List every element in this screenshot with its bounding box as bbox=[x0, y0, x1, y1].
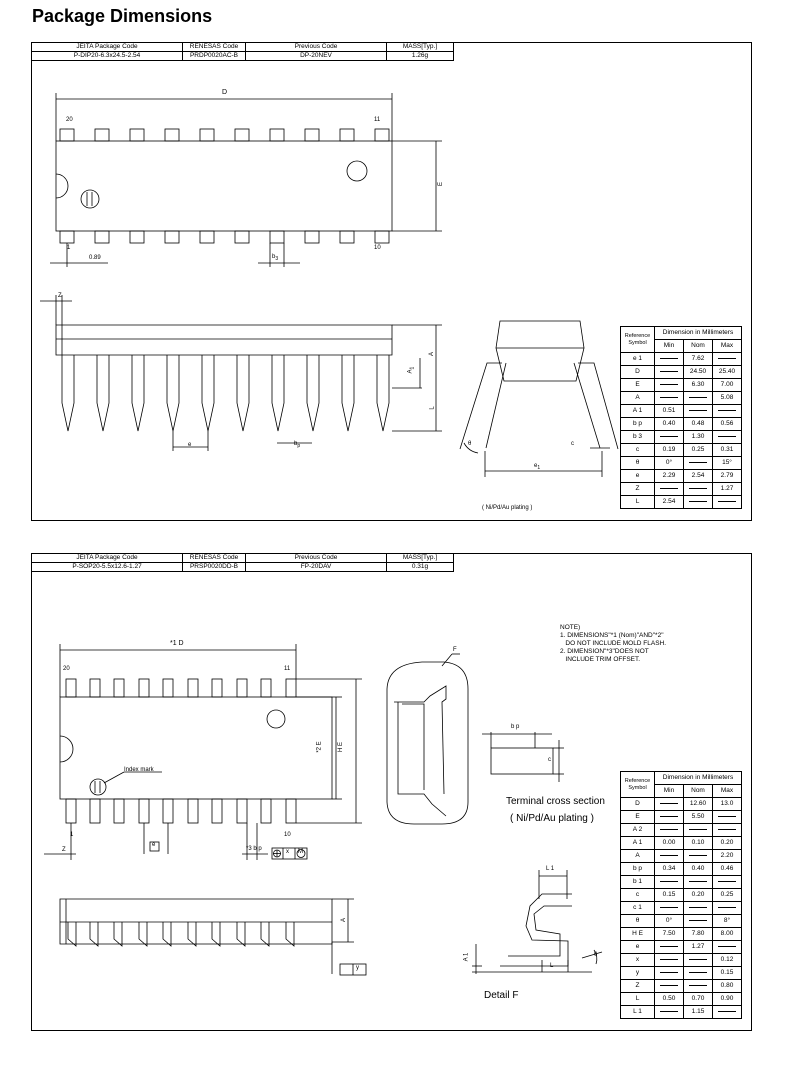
cell-max: 2.79 bbox=[713, 470, 742, 483]
dim-label-089: 0.89 bbox=[89, 255, 101, 261]
cell-min bbox=[655, 967, 684, 980]
dash-mark bbox=[660, 436, 678, 437]
package-sop20-frame bbox=[31, 553, 752, 1031]
table-row bbox=[621, 811, 742, 824]
detail-f-label: Detail F bbox=[484, 990, 519, 1001]
header-col-jeita: JEITA Package Code bbox=[32, 43, 183, 52]
cell-nom: 2.54 bbox=[684, 470, 713, 483]
dip-body-side bbox=[56, 325, 392, 355]
dash-mark bbox=[689, 972, 707, 973]
cell-sym: E bbox=[621, 379, 655, 392]
cell-max: 0.20 bbox=[713, 837, 742, 850]
dash-mark bbox=[689, 985, 707, 986]
sop-end-view bbox=[387, 662, 468, 824]
dash-mark bbox=[660, 829, 678, 830]
cell-min: 2.54 bbox=[655, 496, 684, 509]
dash-mark bbox=[718, 907, 736, 908]
cell-nom bbox=[684, 824, 713, 837]
cell-sym: D bbox=[621, 798, 655, 811]
package-note: NOTE) 1. DIMENSIONS"*1 (Nom)"AND"*2" DO NOT INCLUDE MOLD FLASH. 2. DIMENSION"*3"DOES NOT INCLUDE TRIM OFFSET. bbox=[560, 624, 667, 663]
cell-sym: b p bbox=[621, 418, 655, 431]
cell-max: 0.31 bbox=[713, 444, 742, 457]
cell-nom: 0.70 bbox=[684, 993, 713, 1006]
cell-nom: 1.27 bbox=[684, 941, 713, 954]
dim-label-L1: L 1 bbox=[546, 866, 555, 872]
dash-mark bbox=[718, 436, 736, 437]
dash-mark bbox=[689, 397, 707, 398]
cell-nom bbox=[684, 496, 713, 509]
table-row bbox=[621, 483, 742, 496]
cell-sym: c 1 bbox=[621, 902, 655, 915]
table-row bbox=[621, 496, 742, 509]
dip-body-top bbox=[56, 141, 392, 231]
terminal-cross-section bbox=[491, 748, 553, 774]
cell-max: 25.40 bbox=[713, 366, 742, 379]
cell-min bbox=[655, 980, 684, 993]
cell-nom bbox=[684, 902, 713, 915]
dash-mark bbox=[718, 358, 736, 359]
dash-mark bbox=[689, 920, 707, 921]
header-val-jeita: P-SOP20-5.5x12.6-1.27 bbox=[32, 563, 183, 572]
table-row bbox=[621, 993, 742, 1006]
cell-max: 0.90 bbox=[713, 993, 742, 1006]
cell-sym: E bbox=[621, 811, 655, 824]
cell-max: 0.12 bbox=[713, 954, 742, 967]
dim-label-L: L bbox=[429, 406, 436, 410]
cell-min: 0.19 bbox=[655, 444, 684, 457]
cell-max: 7.00 bbox=[713, 379, 742, 392]
cell-nom: 7.80 bbox=[684, 928, 713, 941]
cell-max bbox=[713, 902, 742, 915]
header-col-renesas: RENESAS Code bbox=[183, 554, 246, 563]
cell-sym: L bbox=[621, 993, 655, 1006]
cell-min: 0.40 bbox=[655, 418, 684, 431]
cell-sym: b 1 bbox=[621, 876, 655, 889]
dash-mark bbox=[689, 462, 707, 463]
pin-10-label: 10 bbox=[374, 245, 381, 251]
table-row bbox=[621, 915, 742, 928]
header-val-jeita: P-DIP20-6.3x24.5-2.54 bbox=[32, 52, 183, 61]
table-row bbox=[621, 850, 742, 863]
dimension-table-dip bbox=[620, 326, 742, 509]
cell-nom bbox=[684, 954, 713, 967]
dash-mark bbox=[660, 1011, 678, 1012]
pin-20-label: 20 bbox=[66, 117, 73, 123]
table-row bbox=[621, 928, 742, 941]
table-row bbox=[621, 366, 742, 379]
cell-max: 1.27 bbox=[713, 483, 742, 496]
terminal-cross-section-label: Terminal cross section bbox=[506, 796, 605, 807]
dash-mark bbox=[718, 881, 736, 882]
cell-min bbox=[655, 954, 684, 967]
cell-min: 7.50 bbox=[655, 928, 684, 941]
dash-mark bbox=[718, 816, 736, 817]
table-row bbox=[621, 444, 742, 457]
dim-label-E: E bbox=[438, 181, 445, 187]
cell-min bbox=[655, 902, 684, 915]
cell-nom bbox=[684, 850, 713, 863]
table-row bbox=[621, 837, 742, 850]
cell-max: 0.25 bbox=[713, 889, 742, 902]
cell-sym: c bbox=[621, 889, 655, 902]
dim-label-L: L bbox=[550, 963, 554, 969]
table-row bbox=[621, 954, 742, 967]
cell-min bbox=[655, 850, 684, 863]
page-title: Package Dimensions bbox=[32, 6, 213, 26]
dash-mark bbox=[660, 816, 678, 817]
cell-nom: 1.15 bbox=[684, 1006, 713, 1019]
cell-nom: 5.50 bbox=[684, 811, 713, 824]
cell-sym: D bbox=[621, 366, 655, 379]
dim-label-theta: θ bbox=[594, 952, 598, 958]
table-row bbox=[621, 1006, 742, 1019]
col-max: Max bbox=[713, 785, 742, 798]
dim-label-bp-cross: b p bbox=[511, 724, 520, 730]
cell-nom: 12.60 bbox=[684, 798, 713, 811]
dash-mark bbox=[689, 855, 707, 856]
dash-mark bbox=[660, 946, 678, 947]
dim-label-Z: Z bbox=[58, 293, 62, 299]
cell-max bbox=[713, 876, 742, 889]
cell-sym: b p bbox=[621, 863, 655, 876]
dash-mark bbox=[689, 881, 707, 882]
cell-min bbox=[655, 379, 684, 392]
header-col-mass: MASS[Typ.] bbox=[387, 554, 454, 563]
table-row bbox=[621, 392, 742, 405]
dim-label-b3: $b_3$ bbox=[272, 254, 279, 263]
dim-label-e: e bbox=[188, 442, 192, 448]
pin-1-label: 1 bbox=[67, 245, 71, 251]
cell-nom bbox=[684, 967, 713, 980]
dip-notch bbox=[56, 174, 68, 198]
cell-sym: L bbox=[621, 496, 655, 509]
cell-min bbox=[655, 811, 684, 824]
detail-label-F: F bbox=[453, 647, 457, 653]
dash-mark bbox=[660, 972, 678, 973]
table-row bbox=[621, 889, 742, 902]
cell-min: 0.50 bbox=[655, 993, 684, 1006]
pin-11-label: 11 bbox=[284, 666, 291, 672]
table-row bbox=[621, 431, 742, 444]
cell-sym: c bbox=[621, 444, 655, 457]
index-mark-label: Index mark bbox=[124, 767, 154, 773]
cell-sym: e bbox=[621, 470, 655, 483]
cell-sym: e bbox=[621, 941, 655, 954]
cell-min: 0° bbox=[655, 915, 684, 928]
package-dip20-frame bbox=[31, 42, 752, 521]
dim-label-Z: Z bbox=[62, 847, 66, 853]
table-ref-header: Reference Symbol bbox=[621, 327, 655, 353]
cell-nom bbox=[684, 483, 713, 496]
cell-sym: θ bbox=[621, 457, 655, 470]
cell-sym: x bbox=[621, 954, 655, 967]
table-ref-header: Reference Symbol bbox=[621, 772, 655, 798]
cell-max: 8° bbox=[713, 915, 742, 928]
cell-max bbox=[713, 824, 742, 837]
cell-min: 0° bbox=[655, 457, 684, 470]
tolerance-x: x bbox=[286, 849, 289, 855]
cell-nom: 24.50 bbox=[684, 366, 713, 379]
header-val-renesas: PRSP0020DD-B bbox=[183, 563, 246, 572]
dash-mark bbox=[660, 488, 678, 489]
dim-label-A: A bbox=[341, 917, 348, 923]
cell-max: 8.00 bbox=[713, 928, 742, 941]
cell-max: 5.08 bbox=[713, 392, 742, 405]
cell-sym: A bbox=[621, 392, 655, 405]
cell-nom bbox=[684, 405, 713, 418]
cell-min bbox=[655, 941, 684, 954]
col-max: Max bbox=[713, 340, 742, 353]
dash-mark bbox=[660, 985, 678, 986]
col-min: Min bbox=[655, 340, 684, 353]
cell-sym: y bbox=[621, 967, 655, 980]
pin-10-label: 10 bbox=[284, 832, 291, 838]
dash-mark bbox=[689, 829, 707, 830]
table-row bbox=[621, 863, 742, 876]
plating-note: ( Ni/Pd/Au plating ) bbox=[482, 505, 533, 511]
cell-min bbox=[655, 431, 684, 444]
header-col-jeita: JEITA Package Code bbox=[32, 554, 183, 563]
cell-nom: 1.30 bbox=[684, 431, 713, 444]
cell-nom bbox=[684, 980, 713, 993]
cell-max bbox=[713, 353, 742, 366]
pin-20-label: 20 bbox=[63, 666, 70, 672]
dimension-table-sop bbox=[620, 771, 742, 1019]
dash-mark bbox=[718, 829, 736, 830]
dash-mark bbox=[718, 1011, 736, 1012]
tolerance-y: y bbox=[356, 965, 359, 971]
pin-11-label: 11 bbox=[374, 117, 381, 123]
cell-min bbox=[655, 366, 684, 379]
dash-mark bbox=[660, 907, 678, 908]
cell-sym: b 3 bbox=[621, 431, 655, 444]
table-row bbox=[621, 798, 742, 811]
cell-max: 0.15 bbox=[713, 967, 742, 980]
header-col-renesas: RENESAS Code bbox=[183, 43, 246, 52]
dim-label-HE: H E bbox=[338, 741, 345, 753]
cell-max bbox=[713, 941, 742, 954]
dash-mark bbox=[660, 384, 678, 385]
cell-nom: 0.25 bbox=[684, 444, 713, 457]
cell-sym: Z bbox=[621, 483, 655, 496]
table-row bbox=[621, 876, 742, 889]
dim-label-A1: A 1 bbox=[463, 952, 470, 962]
dim-label-bp: $b_p$ bbox=[294, 441, 301, 450]
table-row bbox=[621, 457, 742, 470]
header-val-previous: FP-20DAV bbox=[246, 563, 387, 572]
col-nom: Nom bbox=[684, 340, 713, 353]
cell-nom: 0.10 bbox=[684, 837, 713, 850]
cell-min: 2.29 bbox=[655, 470, 684, 483]
dash-mark bbox=[689, 410, 707, 411]
table-row bbox=[621, 418, 742, 431]
header-val-renesas: PRDP0020AC-B bbox=[183, 52, 246, 61]
dim-label-e: e bbox=[152, 842, 156, 848]
pin-1-label: 1 bbox=[70, 832, 74, 838]
header-col-previous: Previous Code bbox=[246, 554, 387, 563]
table-title: Dimension in Millimeters bbox=[655, 772, 742, 785]
dip-body-end bbox=[496, 321, 584, 381]
cell-max: 0.46 bbox=[713, 863, 742, 876]
cell-nom bbox=[684, 457, 713, 470]
cell-max bbox=[713, 405, 742, 418]
cell-min bbox=[655, 392, 684, 405]
dim-label-A1: $A_1$ bbox=[407, 366, 416, 374]
cell-max: 15° bbox=[713, 457, 742, 470]
cell-min: 0.34 bbox=[655, 863, 684, 876]
cell-max: 0.80 bbox=[713, 980, 742, 993]
table-row bbox=[621, 980, 742, 993]
tolerance-M: M bbox=[298, 849, 303, 855]
dash-mark bbox=[689, 907, 707, 908]
table-row bbox=[621, 824, 742, 837]
cell-sym: A bbox=[621, 850, 655, 863]
table-row bbox=[621, 405, 742, 418]
cell-sym: L 1 bbox=[621, 1006, 655, 1019]
table-row bbox=[621, 941, 742, 954]
cell-min: 0.51 bbox=[655, 405, 684, 418]
cell-max: 0.56 bbox=[713, 418, 742, 431]
cell-max bbox=[713, 1006, 742, 1019]
dim-label-c: c bbox=[571, 441, 574, 447]
col-min: Min bbox=[655, 785, 684, 798]
dash-mark bbox=[660, 397, 678, 398]
header-val-mass: 1.26g bbox=[387, 52, 454, 61]
dash-mark bbox=[689, 959, 707, 960]
dim-label-bp: *3 b p bbox=[246, 846, 262, 852]
cell-nom: 7.62 bbox=[684, 353, 713, 366]
header-val-previous: DP-20NEV bbox=[246, 52, 387, 61]
cell-min bbox=[655, 876, 684, 889]
table-row bbox=[621, 967, 742, 980]
cell-max bbox=[713, 431, 742, 444]
cell-nom: 6.30 bbox=[684, 379, 713, 392]
cell-min bbox=[655, 483, 684, 496]
dash-mark bbox=[660, 358, 678, 359]
table-row bbox=[621, 379, 742, 392]
dash-mark bbox=[660, 959, 678, 960]
dim-label-c: c bbox=[548, 757, 551, 763]
header-val-mass: 0.31g bbox=[387, 563, 454, 572]
cell-min bbox=[655, 824, 684, 837]
sop-body-top bbox=[60, 697, 332, 799]
cell-nom: 0.48 bbox=[684, 418, 713, 431]
dash-mark bbox=[689, 488, 707, 489]
cell-nom bbox=[684, 876, 713, 889]
cell-sym: A 2 bbox=[621, 824, 655, 837]
dim-label-A: A bbox=[429, 351, 436, 357]
dim-label-D: *1 D bbox=[170, 640, 184, 647]
cell-min: 0.15 bbox=[655, 889, 684, 902]
dash-mark bbox=[718, 501, 736, 502]
cell-sym: H E bbox=[621, 928, 655, 941]
plating-note: ( Ni/Pd/Au plating ) bbox=[510, 813, 594, 824]
table-title: Dimension in Millimeters bbox=[655, 327, 742, 340]
cell-max bbox=[713, 496, 742, 509]
dim-label-D: D bbox=[222, 89, 228, 96]
cell-min bbox=[655, 798, 684, 811]
dash-mark bbox=[660, 371, 678, 372]
cell-sym: e 1 bbox=[621, 353, 655, 366]
dash-mark bbox=[660, 803, 678, 804]
cell-sym: A 1 bbox=[621, 405, 655, 418]
table-row bbox=[621, 353, 742, 366]
dash-mark bbox=[718, 946, 736, 947]
cell-min bbox=[655, 353, 684, 366]
dash-mark bbox=[718, 410, 736, 411]
table-row bbox=[621, 902, 742, 915]
cell-min: 0.00 bbox=[655, 837, 684, 850]
cell-max: 13.0 bbox=[713, 798, 742, 811]
col-nom: Nom bbox=[684, 785, 713, 798]
dim-label-e1: $e_1$ bbox=[534, 463, 541, 472]
cell-nom bbox=[684, 392, 713, 405]
dash-mark bbox=[660, 855, 678, 856]
cell-sym: θ bbox=[621, 915, 655, 928]
dash-mark bbox=[689, 501, 707, 502]
cell-nom: 0.20 bbox=[684, 889, 713, 902]
header-col-previous: Previous Code bbox=[246, 43, 387, 52]
dim-label-E: *2 E bbox=[316, 741, 323, 753]
cell-nom: 0.40 bbox=[684, 863, 713, 876]
cell-max: 2.20 bbox=[713, 850, 742, 863]
header-col-mass: MASS[Typ.] bbox=[387, 43, 454, 52]
cell-max bbox=[713, 811, 742, 824]
cell-nom bbox=[684, 915, 713, 928]
dash-mark bbox=[660, 881, 678, 882]
cell-sym: Z bbox=[621, 980, 655, 993]
table-row bbox=[621, 470, 742, 483]
dim-label-theta: θ bbox=[468, 441, 472, 447]
cell-min bbox=[655, 1006, 684, 1019]
cell-sym: A 1 bbox=[621, 837, 655, 850]
